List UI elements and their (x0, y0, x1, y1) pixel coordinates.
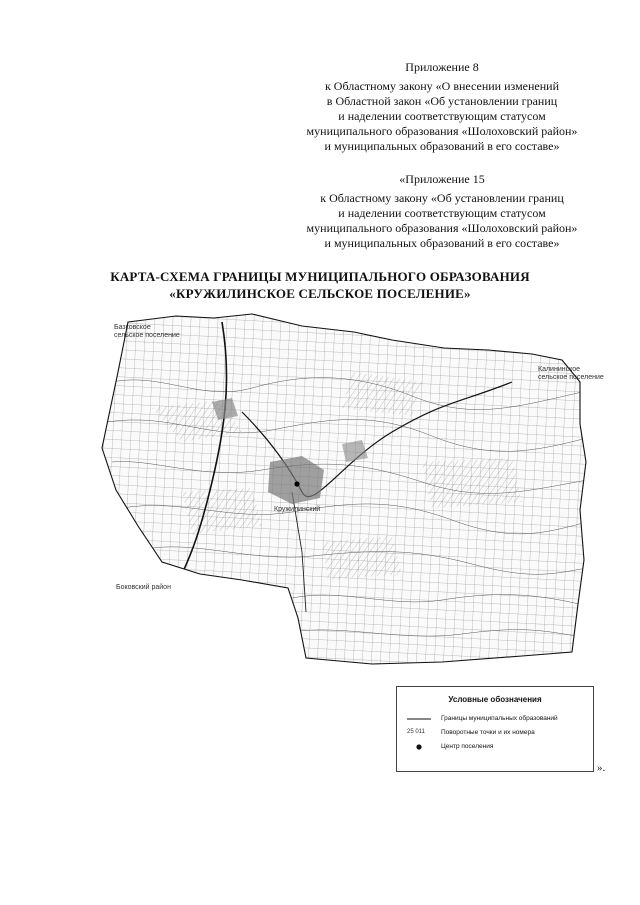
map-canvas (92, 312, 612, 682)
appendix-8-header (292, 60, 592, 154)
map-legend (396, 686, 594, 772)
appendix-8-line: к Областному закону «О внесении изменений (324, 79, 560, 93)
legend-row-turning-points (405, 727, 591, 739)
turning-point-symbol: 25 011 (407, 729, 425, 735)
closing-quote-mark: ». (597, 762, 606, 774)
boundary-line-symbol (405, 713, 433, 725)
appendix-15-header (292, 172, 592, 251)
appendix-15-line: и муниципальных образований в его составе» (324, 236, 560, 250)
map-title-line-1: КАРТА-СХЕМА ГРАНИЦЫ МУНИЦИПАЛЬНОГО ОБРАЗОВАНИЯ (110, 269, 530, 284)
map-label-north-west: Базковское сельское поселение (114, 324, 180, 339)
legend-turning-points-label: Поворотные точки и их номера (441, 729, 535, 736)
appendix-15-line: к Областному закону «Об установлении границ (320, 191, 564, 205)
legend-settlement-center-label: Центр поселения (441, 743, 494, 750)
map-label-east: Калининское сельское поселение (538, 366, 604, 381)
settlement-center-dot-icon (405, 741, 433, 753)
appendix-8-line: муниципального образования «Шолоховский район» (306, 124, 578, 138)
map-territory (92, 312, 612, 682)
appendix-8-line: и муниципальных образований в его составе» (324, 139, 560, 153)
appendix-8-title: Приложение 8 (405, 60, 479, 74)
appendix-8-line: и наделении соответствующим статусом (338, 109, 546, 123)
map-label-south-west: Боковский район (116, 584, 171, 591)
legend-boundary-label: Границы муниципальных образований (441, 715, 558, 722)
appendix-15-line: и наделении соответствующим статусом (338, 206, 546, 220)
map (92, 312, 612, 682)
map-label-center: Кружилинский (274, 506, 321, 513)
legend-row-settlement-center (405, 741, 591, 753)
appendix-8-line: в Областной закон «Об установлении границ (326, 94, 558, 108)
appendix-15-line: муниципального образования «Шолоховский район» (306, 221, 578, 235)
legend-title: Условные обозначения (448, 695, 542, 704)
appendix-15-title: «Приложение 15 (399, 172, 485, 186)
legend-row-boundary (405, 713, 591, 725)
map-title (0, 268, 640, 302)
settlement-center-marker (294, 481, 299, 486)
map-title-line-2: «КРУЖИЛИНСКОЕ СЕЛЬСКОЕ ПОСЕЛЕНИЕ» (169, 286, 471, 301)
